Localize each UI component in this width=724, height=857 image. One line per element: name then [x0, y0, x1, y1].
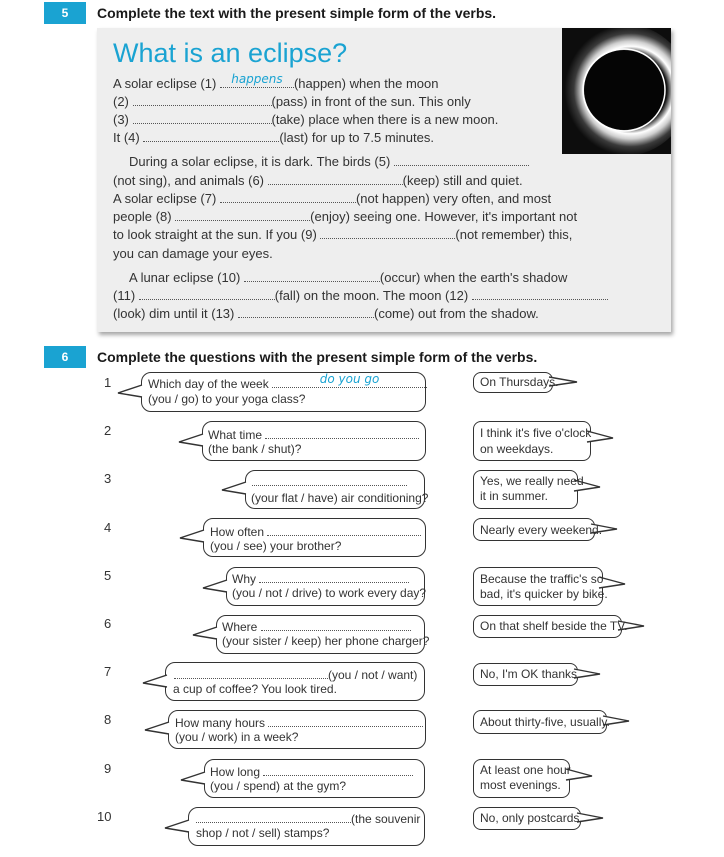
question-verbs-3: (your flat / have) air conditioning? [251, 491, 429, 505]
question-verbs-7: a cup of coffee? You look tired. [173, 682, 337, 696]
question-gap-7[interactable] [174, 667, 328, 679]
question-number-7: 7 [104, 664, 112, 679]
response-6: On that shelf beside the TV. [480, 619, 628, 633]
question-gap-9[interactable] [263, 764, 413, 776]
text-title: What is an eclipse? [113, 38, 348, 68]
question-text-1: Which day of the week do you go [148, 376, 427, 391]
gap-10[interactable] [244, 270, 380, 282]
response-8: About thirty-five, usually. [480, 715, 610, 729]
question-gap-2[interactable] [265, 427, 419, 439]
response-3-line-2: it in summer. [480, 489, 549, 503]
question-number-1: 1 [104, 375, 112, 390]
question-gap-5[interactable] [259, 571, 409, 583]
question-number-3: 3 [104, 471, 112, 486]
bubble-tail [179, 434, 205, 448]
gap-7[interactable] [220, 191, 356, 203]
question-number-10: 10 [97, 809, 112, 824]
bubble-tail [203, 580, 229, 594]
exercise-6-number: 6 [44, 346, 86, 368]
response-5-line-2: bad, it's quicker by bike. [480, 587, 608, 601]
gap-2[interactable] [133, 94, 272, 106]
gap-5[interactable] [394, 154, 529, 166]
bubble-tail [145, 722, 171, 736]
text-line-13: (look) dim until it (13) (come) out from the shadow. [113, 306, 539, 321]
text-line-5: During a solar eclipse, it is dark. The birds (5) [129, 154, 529, 169]
text-line-2: (2) (pass) in front of the sun. This only [113, 94, 471, 109]
question-text-7: (you / not / want) [174, 667, 417, 682]
question-text-3 [252, 474, 407, 489]
text-line-6: (not sing), and animals (6) (keep) still and quiet. [113, 173, 523, 188]
response-9-line-1: At least one hour [480, 763, 571, 777]
question-text-6: Where [222, 619, 411, 634]
text-line-3: (3) (take) place when there is a new moon. [113, 112, 499, 127]
response-2-line-2: on weekdays. [480, 442, 554, 456]
question-verbs-10: shop / not / sell) stamps? [196, 826, 330, 840]
bubble-tail [143, 675, 169, 689]
question-text-5: Why [232, 571, 409, 586]
response-2-line-1: I think it's five o'clock [480, 426, 592, 440]
question-text-9: How long [210, 764, 413, 779]
question-gap-4[interactable] [267, 524, 421, 536]
text-line-12: (11) (fall) on the moon. The moon (12) [113, 288, 608, 303]
text-line-7: A solar eclipse (7) (not happen) very often, and most [113, 191, 552, 206]
question-number-5: 5 [104, 568, 112, 583]
gap-13[interactable] [238, 306, 374, 318]
question-answer-1: do you go [319, 372, 380, 386]
bubble-tail [181, 772, 207, 786]
gap-3[interactable] [133, 112, 272, 124]
question-verbs-6: (your sister / keep) her phone charger? [222, 634, 430, 648]
response-4: Nearly every weekend. [480, 523, 603, 537]
bubble-tail [118, 385, 144, 399]
question-number-2: 2 [104, 423, 112, 438]
text-line-4: It (4) (last) for up to 7.5 minutes. [113, 130, 434, 145]
question-text-10: (the souvenir [196, 811, 420, 826]
gap-8[interactable] [175, 209, 310, 221]
bubble-tail [165, 820, 191, 834]
text-line-11: A lunar eclipse (10) (occur) when the earth's shadow [129, 270, 568, 285]
question-gap-1[interactable] [272, 372, 427, 388]
response-5-line-1: Because the traffic's so [480, 572, 604, 586]
bubble-tail [222, 482, 248, 496]
question-number-4: 4 [104, 520, 112, 535]
question-gap-3[interactable] [252, 474, 407, 486]
text-line-1: A solar eclipse (1) happens (happen) when the moon [113, 72, 439, 91]
question-verbs-1: (you / go) to your yoga class? [148, 392, 306, 406]
question-gap-10[interactable] [196, 811, 351, 823]
text-line-10: you can damage your eyes. [113, 246, 273, 261]
question-verbs-4: (you / see) your brother? [210, 539, 342, 553]
bubble-tail [193, 627, 219, 641]
question-number-9: 9 [104, 761, 112, 776]
gap-4[interactable] [143, 130, 279, 142]
answer-1: happens [231, 72, 283, 86]
question-text-8: How many hours [175, 715, 423, 730]
solar-eclipse-image [562, 28, 671, 154]
response-10: No, only postcards. [480, 811, 583, 825]
gap-6[interactable] [268, 173, 403, 185]
question-number-6: 6 [104, 616, 112, 631]
question-gap-6[interactable] [261, 619, 411, 631]
response-9-line-2: most evenings. [480, 778, 561, 792]
bubble-tail [180, 530, 206, 544]
question-verbs-5: (you / not / drive) to work every day? [232, 586, 427, 600]
question-text-2: What time [208, 427, 419, 442]
gap-12[interactable] [472, 288, 608, 300]
gap-1[interactable] [220, 72, 294, 88]
exercise-5-instruction: Complete the text with the present simple form of the verbs. [97, 5, 497, 21]
exercise-6-instruction: Complete the questions with the present simple form of the verbs. [97, 349, 538, 365]
response-1: On Thursdays. [480, 375, 559, 389]
gap-9[interactable] [320, 227, 455, 239]
question-text-4: How often [210, 524, 421, 539]
question-verbs-9: (you / spend) at the gym? [210, 779, 347, 793]
question-gap-8[interactable] [268, 715, 423, 727]
question-number-8: 8 [104, 712, 112, 727]
text-line-9: to look straight at the sun. If you (9) (not remember) this, [113, 227, 573, 242]
response-3-line-1: Yes, we really need [480, 474, 584, 488]
response-7: No, I'm OK thanks. [480, 667, 581, 681]
exercise-5-number: 5 [44, 2, 86, 24]
text-line-8: people (8) (enjoy) seeing one. However, it's important not [113, 209, 578, 224]
gap-11[interactable] [139, 288, 275, 300]
question-verbs-2: (the bank / shut)? [208, 442, 302, 456]
question-verbs-8: (you / work) in a week? [175, 730, 299, 744]
